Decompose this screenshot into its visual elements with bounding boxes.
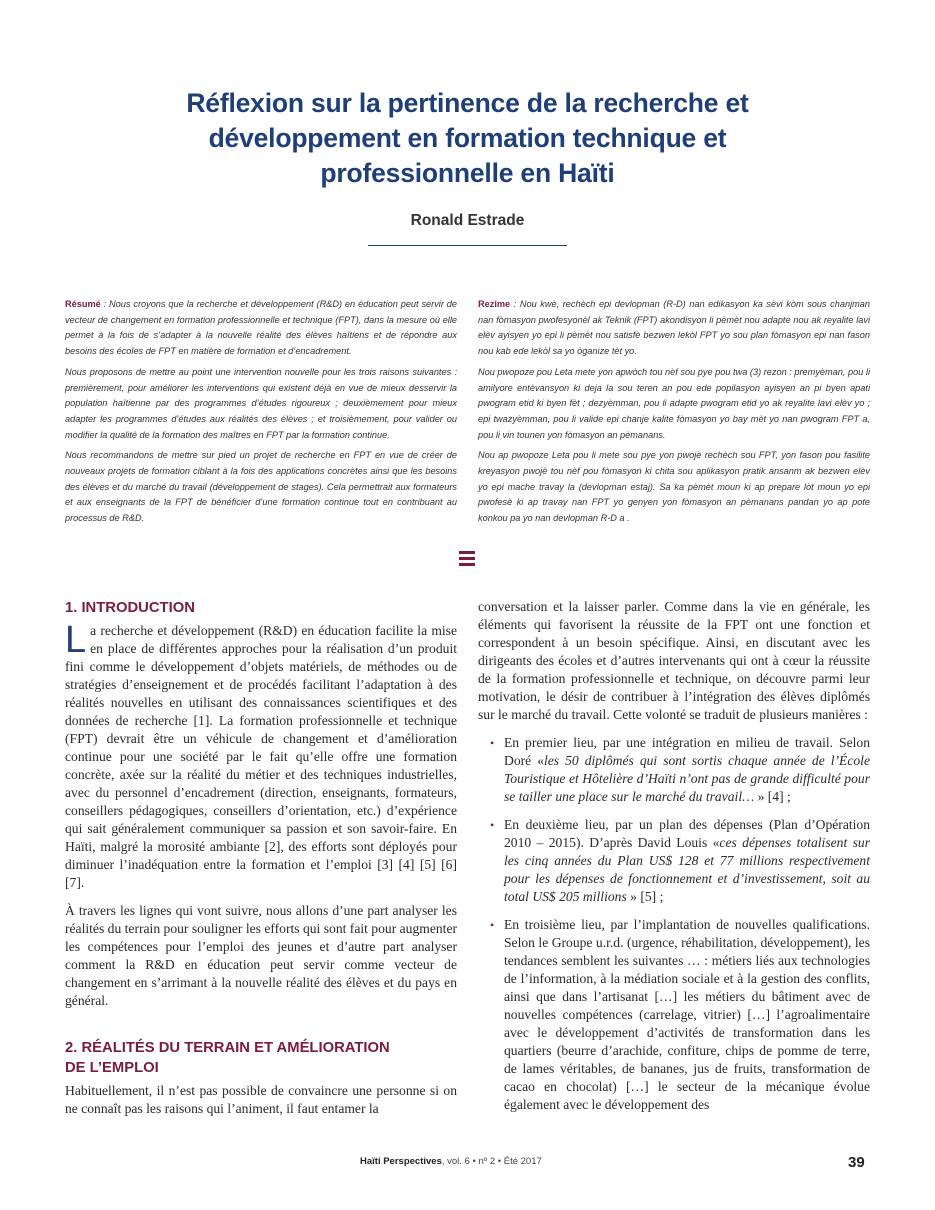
abstract-fr-paragraph-2: Nous proposons de mettre au point une intervention nouvelle pour les trois raisons suivantes : premièrement, pour améliorer les interventions qui existent déjà en vue de mieux desservir la population haïtienne par des programmes d’études rigoureux ; deuxièmement pour mieux adapter les programmes d’études aux réalités des élèves ; et troisièmement, pour valider ou modifier la qualité de la formation des maîtres en FPT par la formation continue. [65,366,457,440]
list-item [478,734,870,806]
bullet-dot-icon: • [490,736,495,750]
list-item [478,916,870,1114]
list-item-text: En deuxième lieu, par un plan des dépenses (Plan d’Opération 2010 – 2015). D’après David Louis « [504,817,870,850]
list-item-citation: » [5] ; [626,889,664,904]
abstract-ht-paragraph-2: Nou pwopoze pou Leta mete yon apwòch tou nèf sou pye pou twa (3) rezon : premyèman, pou li amilyore entèvansyon ki deja la sou teren an pou ede popilasyon ayisyen an pi byen apati pwogram etid ki byen fèt ; dezyèmman, pou li adapte pwogram etid yo ak reyalite lavi elèv yo ; epi twazyèmman, pou li valide epi chanje kalite fòmasyon yo bay mèt yo nan pwogram FPT a, pou li vin tounen yon fòmasyon an pèmanans. [478,366,870,440]
body-column-right [478,598,870,1124]
three-bar-icon [459,551,475,569]
list-item-citation: » [4] ; [754,789,791,804]
section-2-paragraph-1: Habituellement, il n’est pas possible de convaincre une personne si on ne connaît pas les raisons qui l’animent, il faut entamer la [65,1083,457,1116]
abstract-fr-paragraph-3: Nous recommandons de mettre sur pied un projet de recherche en FPT en vue de créer de nouveaux projets de formation ciblant à la fois des applications concrètes ainsi que les besoins des élèves et du marché du travail (développement de stages). Cela permettrait aux formateurs et aux enseignants de la FPT de bénéficier d’une formation continue tout en contribuant au processus de R&D. [65,450,457,524]
page-number: 39 [848,1154,865,1171]
section-1-heading: 1. INTRODUCTION [65,600,195,616]
page-footer [0,1154,935,1174]
abstract-ht-paragraph-3: Nou ap pwopoze Leta pou li mete sou pye yon pwojè rechèch sou FPT, yon fason pou fasilite kreyasyon pwojè tou nèf pou fòmasyon ki chita sou aplikasyon pratik ansanm ak bezwen elèv yo epi mache travay la (devlopman estaj). Sa ka pèmèt moun ki ap prepare lòt moun yo epi pwofesè ki ap travay nan FPT yo genyen yon fòmasyon an pèmanans pandan yo ap pote konkou pa yo nan devlopman R-D a . [478,450,870,524]
abstract-french [65,297,457,532]
drop-cap: L [65,619,87,661]
section-1-paragraph-1 [65,619,457,892]
abstract-fr-paragraph-1 [65,297,457,360]
list-item-text: En premier lieu, par une intégration en milieu de travail. Selon Doré « [504,735,870,768]
bullet-dot-icon: • [490,818,495,832]
title-divider [368,245,567,246]
section-2-heading [65,1038,457,1078]
section-1-paragraph-1-text: a recherche et développement (R&D) en éducation facilite la mise en place de différentes approches pour la réalisation d’un produit fini comme le développement d’objets matériels, de méthodes ou de stratégies d’enseignement et de procédés facilitant l’adaptation à des réalités nouvelles en utilisant des connaissances scientifiques et des données de recherche [1]. La formation professionnelle et technique (FPT) devrait être un véhicule de changement et d’amélioration continue pour une société par le fait qu’elle offre une formation concrète, axée sur la réalité du métier et des techniques industrielles, avec du personnel d’encadrement (direction, enseignants, formateurs, conseillers pédagogiques, conseillers d’orientation, etc.) d’expérience qui sait généralement communiquer sa passion et son savoir-faire. En Haïti, malgré la morosité ambiante [2], des efforts sont déployés pour diminuer l’inadéquation entre la formation et l’emploi [3] [4] [5] [6] [7]. [65,623,457,890]
abstract-creole [478,297,870,532]
abstract-ht-paragraph-1 [478,297,870,360]
author-name: Ronald Estrade [410,212,525,229]
bullet-dot-icon: • [490,918,495,932]
abstract-fr-label: Résumé [65,299,101,309]
list-item-text: En troisième lieu, par l’implantation de nouvelles qualifications. Selon le Groupe u.r.d. (urgence, réhabilitation, développement), les tendances semblent les suivantes … : métiers liés aux technologies de l’information, à la médiation sociale et à la gestion des conflits, ainsi que dans l’artisanat […] les métiers du bâtiment avec de nouvelles compétences (carrelage, vitrier) […] l’agroalimentaire avec le développement d’activités de transformation dans les quartiers (beurre d’arachide, confiture, chips de pomme de terre, de lames véritables, de bananes, jus de fruits, transformation de cacao en chocolat) […] le secteur de la mécanique évolue également avec le développement des [504,917,870,1112]
section-2-paragraph-1-continued: conversation et la laisser parler. Comme dans la vie en générale, les éléments qui favorisent la réussite de la FPT ont une fonction et correspondent à un besoin spécifique. Ainsi, en discutant avec les dirigeants des écoles et d’autres intervenants qui ont à cœur la réussite de la formation professionnelle et technique, on découvre parmi leur motivation, le désir de contribuer à l’intégration des élèves diplômés sur le marché du travail. Cette volonté se traduit de plusieurs manières : [478,599,870,722]
abstract-ht-text-1: : Nou kwè, rechèch epi devlopman (R-D) nan edikasyon ka sèvi kòm sous chanjman nan fòmasyon pwofesyonèl ak Teknik (FPT) akondisyon li pèmèt nou adapte nou ak reyalite lavi elèv ayisyen yo epi li pèmèt nou satisfè bezwen lekòl FPT yo sou plan fòmasyon epi nan fason nou kab ede lekòl sa yo òganize tèt yo. [478,299,870,357]
body-column-left [65,598,457,1128]
section-1-paragraph-2: À travers les lignes qui vont suivre, nous allons d’une part analyser les réalités du terrain pour souligner les efforts qui sont fait pour augmenter les compétences pour l’emploi des jeunes et d’autre part analyser comment la R&D en éducation peut servir comme vecteur de changement en s’arrimant à la nouvelle réalité des élèves et du pays en général. [65,903,457,1008]
list-item [478,816,870,906]
footer-citation [360,1156,542,1167]
section-2-heading-line-1: 2. RÉALITÉS DU TERRAIN ET AMÉLIORATION [65,1040,390,1056]
journal-issue: , vol. 6 • nº 2 • Été 2017 [441,1156,542,1167]
list-item-quote: les 50 diplômés qui sont sortis chaque année de l’École Touristique et Hôtelière d’Haïti n’ont pas de grande difficulté pour se tailler une place sur le marché du travail… [504,753,870,804]
section-2-heading-line-2: DE L’EMPLOI [65,1060,159,1076]
journal-name: Haïti Perspectives [360,1156,442,1167]
abstract-fr-text-1: : Nous croyons que la recherche et développement (R&D) en éducation peut servir de vecteur de changement en formation professionnelle et technique (FPT), dans la mesure où elle permet à la fois de s’adapter à la nouvelle réalité des élèves haïtiens et de répondre aux besoins des écoles de FPT en matière de formation et d’encadrement. [65,299,457,357]
abstract-ht-label: Rezime [478,299,511,309]
article-title: Réflexion sur la pertinence de la recherche et développement en formation technique et professionnelle en Haïti [186,88,749,188]
list-item-quote: ces dépenses totalisent sur les cinq années du Plan US$ 128 et 77 millions respectivement pour les dépenses de fonctionnement et d’investissement, soit au total US$ 205 millions [504,835,870,904]
